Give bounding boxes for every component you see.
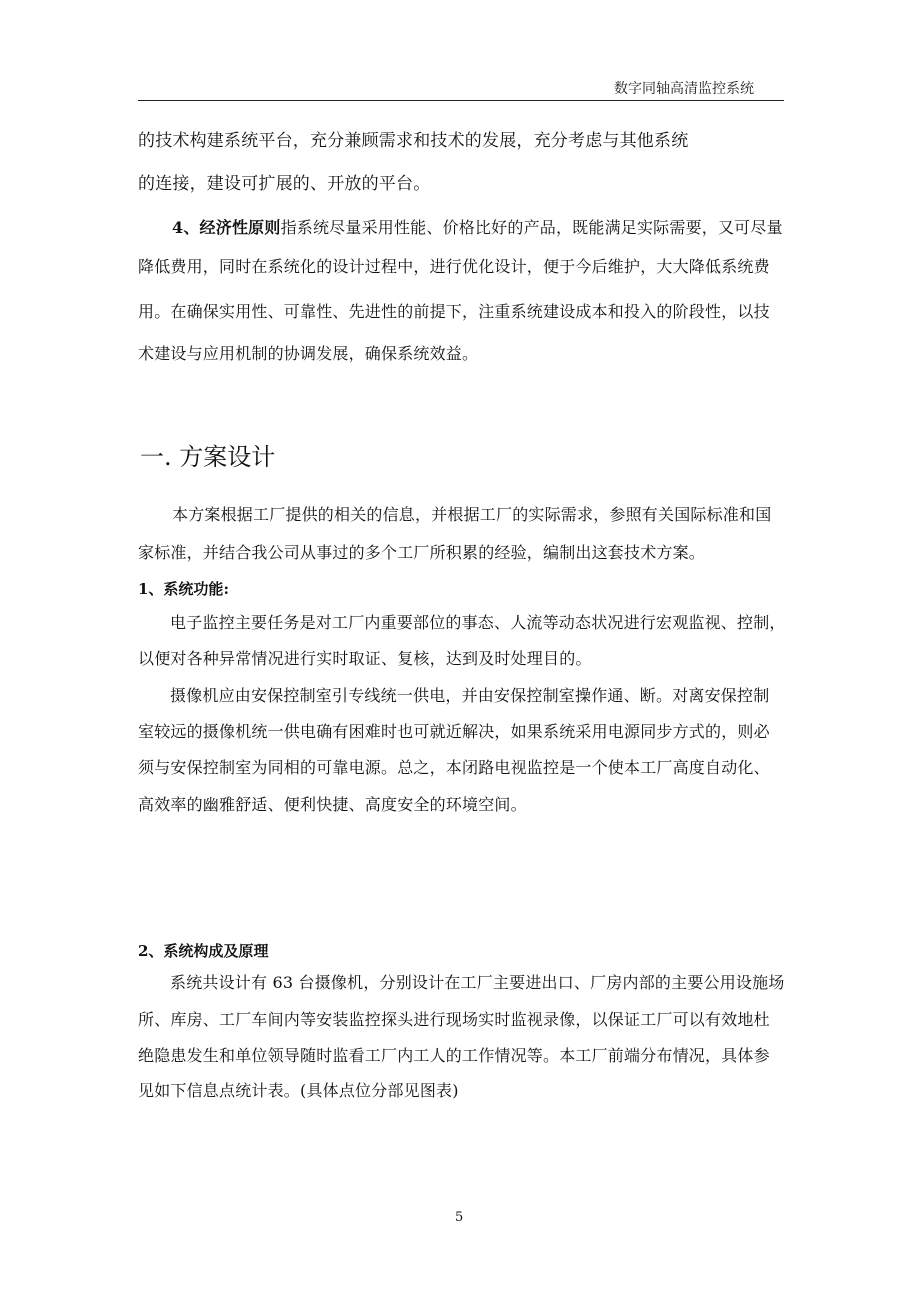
function-p2-line-3: 须与安保控制室为同相的可靠电源。总之，本闭路电视监控是一个使本工厂高度自动化、: [138, 758, 770, 777]
composition-heading: 2、系统构成及原理: [138, 942, 269, 960]
function-p2-line-1: 摄像机应由安保控制室引专线统一供电，并由安保控制室操作通、断。对离安保控制: [170, 686, 770, 705]
function-p2-line-2: 室较远的摄像机统一供电确有困难时也可就近解决，如果系统采用电源同步方式的，则必: [138, 722, 770, 741]
section-heading: 一. 方案设计: [140, 443, 276, 471]
composition-line-1: 系统共设计有 63 台摄像机，分别设计在工厂主要进出口、厂房内部的主要公用设施场: [170, 973, 785, 992]
composition-line-2: 所、库房、工厂车间内等安装监控探头进行现场实时监视录像，以保证工厂可以有效地杜: [138, 1010, 770, 1029]
economy-line-4: 术建设与应用机制的协调发展，确保系统效益。: [138, 344, 479, 363]
header-divider: [138, 100, 784, 101]
function-p2-line-4: 高效率的幽雅舒适、便利快捷、高度安全的环境空间。: [138, 795, 527, 814]
header-title: 数字同轴高清监控系统: [614, 81, 754, 97]
economy-line-3: 用。在确保实用性、可靠性、先进性的前提下，注重系统建设成本和投入的阶段性，以技: [138, 302, 770, 321]
intro-line-2: 的连接，建设可扩展的、开放的平台。: [138, 174, 431, 194]
economy-line-1: [172, 218, 783, 238]
function-heading: 1、系统功能:: [138, 580, 229, 598]
function-p1-line-2: 以便对各种异常情况进行实时取证、复核，达到及时处理目的。: [138, 649, 592, 668]
economy-line-2: 降低费用，同时在系统化的设计过程中，进行优化设计，便于今后维护，大大降低系统费: [138, 257, 770, 276]
section-intro-line-2: 家标准，并结合我公司从事过的多个工厂所积累的经验，编制出这套技术方案。: [138, 543, 706, 562]
function-p1-line-1: 电子监控主要任务是对工厂内重要部位的事态、人流等动态状况进行宏观监视、控制，: [170, 613, 786, 632]
page-number: 5: [455, 1210, 464, 1225]
economy-line-1-rest: 指系统尽量采用性能、价格比好的产品，既能满足实际需要，又可尽量: [280, 218, 783, 237]
composition-line-4: 见如下信息点统计表。(具体点位分部见图表): [138, 1081, 459, 1100]
section-intro-line-1: 本方案根据工厂提供的相关的信息，并根据工厂的实际需求，参照有关国际标准和国: [172, 505, 772, 524]
composition-line-3: 绝隐患发生和单位领导随时监看工厂内工人的工作情况等。本工厂前端分布情况，具体参: [138, 1046, 770, 1065]
intro-line-1: 的技术构建系统平台，充分兼顾需求和技术的发展，充分考虑与其他系统: [138, 131, 689, 151]
economy-term: 经济性原则: [199, 218, 281, 237]
economy-prefix: 4、: [172, 218, 200, 237]
